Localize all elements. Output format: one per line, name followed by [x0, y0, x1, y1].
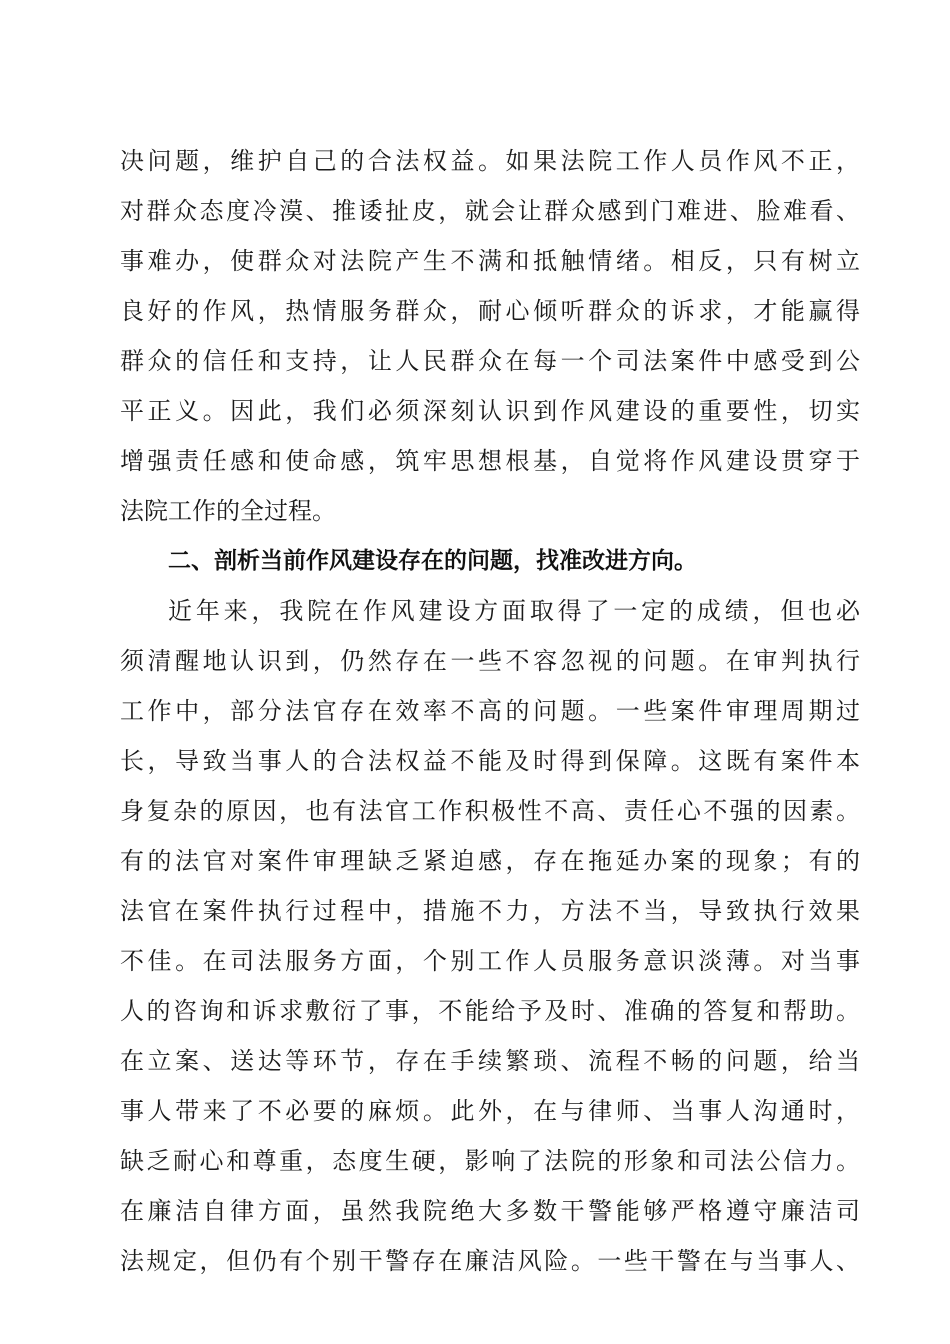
paragraph-line: 法院工作的全过程。	[120, 497, 336, 525]
paragraph-line: 人的咨询和诉求敷衍了事，不能给予及时、准确的答复和帮助。	[120, 997, 860, 1025]
paragraph-line: 事难办，使群众对法院产生不满和抵触情绪。相反，只有树立	[120, 247, 860, 275]
section-heading: 二、剖析当前作风建设存在的问题，找准改进方向。	[168, 548, 697, 574]
paragraph-line: 工作中，部分法官存在效率不高的问题。一些案件审理周期过	[120, 697, 860, 725]
paragraph-line: 缺乏耐心和尊重，态度生硬，影响了法院的形象和司法公信力。	[120, 1147, 860, 1175]
paragraph-line: 长，导致当事人的合法权益不能及时得到保障。这既有案件本	[120, 747, 860, 775]
paragraph-line: 法规定，但仍有个别干警存在廉洁风险。一些干警在与当事人、	[120, 1247, 860, 1275]
paragraph-line: 身复杂的原因，也有法官工作积极性不高、责任心不强的因素。	[120, 797, 860, 825]
paragraph-line: 良好的作风，热情服务群众，耐心倾听群众的诉求，才能赢得	[120, 297, 860, 325]
paragraph-line: 平正义。因此，我们必须深刻认识到作风建设的重要性，切实	[120, 397, 860, 425]
paragraph-line: 有的法官对案件审理缺乏紧迫感，存在拖延办案的现象；有的	[120, 847, 860, 875]
paragraph-line: 不佳。在司法服务方面，个别工作人员服务意识淡薄。对当事	[120, 947, 860, 975]
paragraph-line: 近年来，我院在作风建设方面取得了一定的成绩，但也必	[168, 597, 860, 625]
paragraph-line: 事人带来了不必要的麻烦。此外，在与律师、当事人沟通时，	[120, 1097, 860, 1125]
paragraph-line: 在立案、送达等环节，存在手续繁琐、流程不畅的问题，给当	[120, 1047, 860, 1075]
paragraph-line: 在廉洁自律方面，虽然我院绝大多数干警能够严格遵守廉洁司	[120, 1197, 860, 1225]
paragraph-line: 增强责任感和使命感，筑牢思想根基，自觉将作风建设贯穿于	[120, 447, 860, 475]
paragraph-line: 法官在案件执行过程中，措施不力，方法不当，导致执行效果	[120, 897, 860, 925]
paragraph-line: 对群众态度冷漠、推诿扯皮，就会让群众感到门难进、脸难看、	[120, 197, 860, 225]
paragraph-line: 决问题，维护自己的合法权益。如果法院工作人员作风不正，	[120, 147, 860, 175]
paragraph-line: 须清醒地认识到，仍然存在一些不容忽视的问题。在审判执行	[120, 647, 860, 675]
paragraph-line: 群众的信任和支持，让人民群众在每一个司法案件中感受到公	[120, 347, 860, 375]
